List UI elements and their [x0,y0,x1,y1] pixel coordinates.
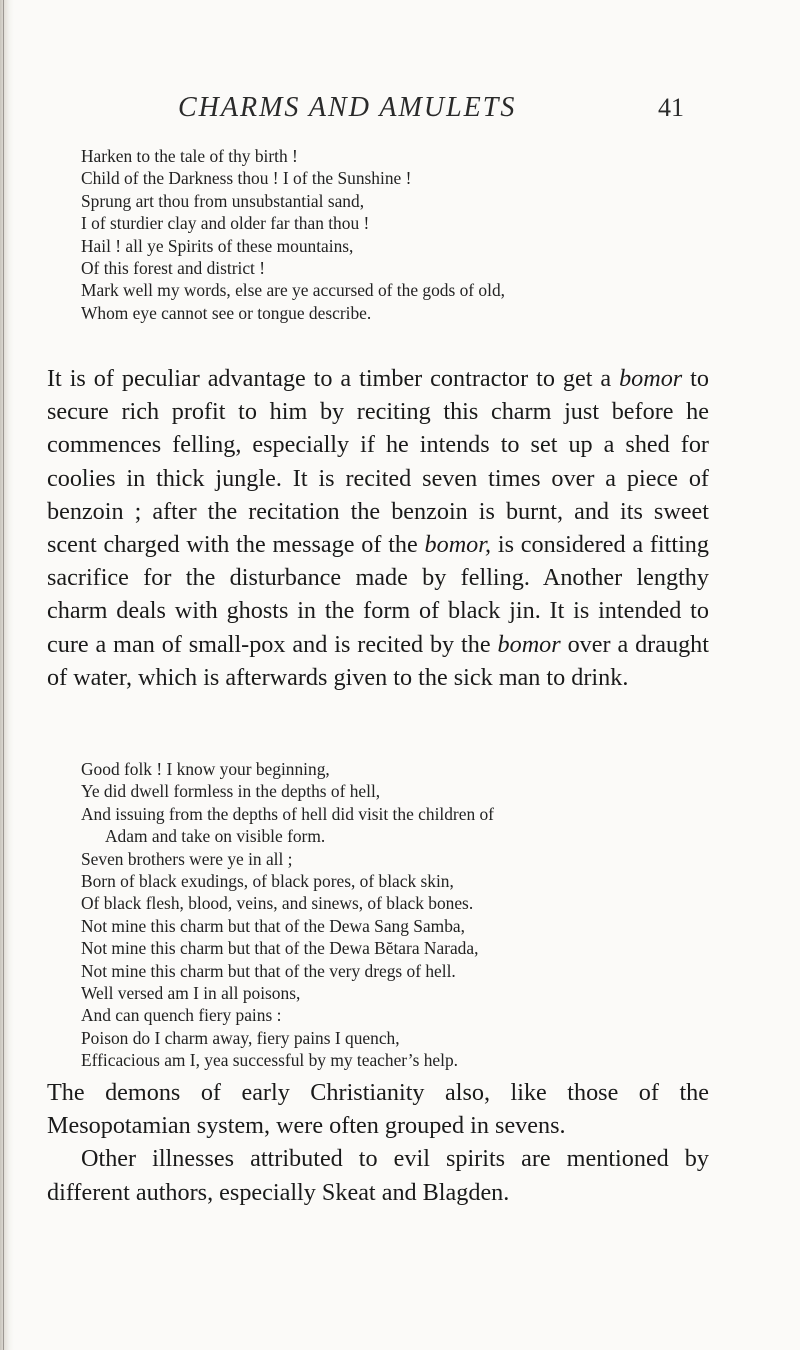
italic-term: bomor, [424,531,492,559]
italic-term: bomor [619,365,683,392]
running-head [178,92,684,128]
text-run: over a draught of water, which is afterwards given to the sick man to drink. [47,630,709,691]
verse-line: Whom eye cannot see or tongue describe. [81,302,372,323]
verse-line: Adam and take on visible form. [105,826,326,847]
verse-line: Of black flesh, blood, veins, and sinews, of black bones. [81,893,474,914]
binding-edge-line [3,0,4,1350]
verse-line: Ye did dwell formless in the depths of hell, [81,781,381,802]
text-run: to secure rich profit to him by reciting this charm just before he commences felling, especially if he intends to set up a shed for coolies in thick jungle. It is recited seven times over a piece of benzoin ; after the recitation the benzoin is burnt, and its sweet scent charged with the message of the [47,365,709,559]
text-run: is considered a fitting sacrifice for the disturbance made by felling. Another lengthy charm deals with ghosts in the form of black jin. It is intended to cure a man of small-pox and is recited by the [47,531,709,658]
verse-line: Sprung art thou from unsubstantial sand, [81,190,365,211]
verse-line: Hail ! all ye Spirits of these mountains, [81,235,354,256]
running-head-title: CHARMS AND AMULETS [178,92,517,123]
verse-line: And can quench fiery pains : [81,1005,282,1026]
verse-line: Well versed am I in all poisons, [81,983,301,1004]
verse-line: Not mine this charm but that of the very dregs of hell. [81,960,456,981]
verse-line: Efficacious am I, yea successful by my teacher’s help. [81,1050,458,1071]
charm-verse-1 [81,145,701,324]
verse-line: Poison do I charm away, fiery pains I quench, [81,1027,400,1048]
charm-verse-2 [81,758,701,1072]
text-run: It is of peculiar advantage to a timber contractor to get a [47,365,620,392]
verse-line: Of this forest and district ! [81,258,266,279]
verse-line: Not mine this charm but that of the Dewa Sang Samba, [81,915,465,936]
verse-line: I of sturdier clay and older far than thou ! [81,213,370,234]
paragraph-timber-contractor [47,362,709,694]
verse-line: Mark well my words, else are ye accursed of the gods of old, [81,280,506,301]
paragraph-demons-sevens: The demons of early Christianity also, like those of the Mesopotamian system, were often grouped in sevens. [47,1079,709,1140]
verse-line: Good folk ! I know your beginning, [81,759,330,779]
prose-block-1 [47,362,709,694]
prose-block-2 [47,1076,709,1209]
verse-line: Seven brothers were ye in all ; [81,848,293,869]
paragraph-other-illnesses: Other illnesses attributed to evil spirits are mentioned by different authors, especially Skeat and Blagden. [47,1145,709,1206]
verse-line: Born of black exudings, of black pores, of black skin, [81,871,454,892]
page-number: 41 [658,93,684,122]
italic-term: bomor [497,630,561,658]
verse-line: Child of the Darkness thou ! I of the Sunshine ! [81,168,412,189]
verse-line: Harken to the tale of thy birth ! [81,146,298,166]
verse-line: And issuing from the depths of hell did visit the children of [81,803,494,824]
verse-line: Not mine this charm but that of the Dewa Bĕtara Narada, [81,938,479,959]
